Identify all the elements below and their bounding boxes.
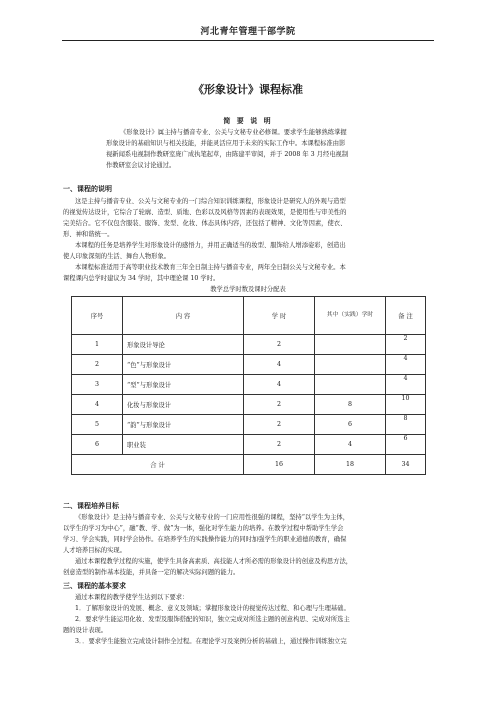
body-line: 这是主持与播音专业、公关与文秘专业的一门综合知识训练课程，形象设计是研究人的外观与造型 (75, 198, 346, 205)
intro-line: 视新闻系电视制作教研室庞广成执笔起草，由陈建平审阅，并于 2008 年 3 月经电视制 (106, 151, 349, 158)
total-hours: 16 (244, 455, 315, 475)
body-line: 本课程标准适用于高等职业技术教育三年全日制主持与播音专业，两年全日制公关与文秘专业。本 (75, 264, 346, 271)
cell-no: 2 (72, 355, 123, 375)
body-line: 课程课内总学时建议为 34 学时，其中理论课 10 学时。 (63, 275, 220, 282)
header-rule (62, 40, 434, 41)
cell-hours: 2 (244, 415, 315, 435)
cell-practice: 4 (315, 435, 386, 455)
body-line: 完美结合。它不仅包含服装、服饰、发型、化妆、体态具体内容，还包括了精神、文化等因素，使衣、 (63, 220, 347, 227)
cell-content: 化妆与形象设计 (123, 395, 244, 415)
cell-no: 4 (72, 395, 123, 415)
cell-hours: 4 (244, 375, 315, 395)
section-heading: 三、课程的基本要求 (63, 581, 126, 590)
cell-note: 4 (386, 375, 426, 395)
table-row (72, 395, 426, 415)
cell-no: 5 (72, 415, 123, 435)
body-line: 1．了解形象设计的发展、概念、意义及领域；掌握形象设计的视觉传达过程、和心理与生理基础。 (75, 605, 350, 612)
section-subtitle: 简 要 说 明 (223, 116, 273, 125)
col-header-practice: 其中（实践）学时 (315, 297, 386, 335)
table-row (72, 335, 426, 355)
cell-content: “韵”与形象设计 (123, 415, 244, 435)
col-header-no: 序号 (72, 297, 123, 335)
cell-note: 6 (386, 435, 426, 455)
cell-content: “色”与形象设计 (123, 355, 244, 375)
page-header-org: 河北青年管理干部学院 (200, 27, 296, 37)
section-heading: 一、课程的说明 (63, 184, 112, 193)
cell-practice (315, 375, 386, 395)
body-line: 题的设计表现。 (63, 627, 108, 634)
cell-practice: 6 (315, 415, 386, 435)
col-header-hours: 学 时 (244, 297, 315, 335)
cell-practice (315, 355, 386, 375)
body-line: 通过本课程的教学使学生达到以下要求： (75, 594, 189, 601)
table-row (72, 375, 426, 395)
cell-no: 3 (72, 375, 123, 395)
table-row (72, 435, 426, 455)
body-line: 通过本课程教学过程的实施，使学生具备高素质、高技能人才所必需的形象设计的创意及构思方法， (75, 558, 353, 565)
cell-hours: 2 (244, 335, 315, 355)
col-header-content: 内 容 (123, 297, 244, 335)
body-line: 创意造型的制作基本技能，并具备一定的解决实际问题的能力。 (63, 569, 240, 576)
table-total-row (72, 455, 426, 475)
table-caption: 教学总学时数及课时分配表 (210, 286, 286, 293)
col-header-note: 备 注 (386, 297, 426, 335)
cell-hours: 2 (244, 395, 315, 415)
table-header-row (72, 297, 426, 335)
body-line: 学习、学会实践，同时学会协作。在培养学生的实践操作能力的同时加强学生的职业道德的教育，确保 (63, 536, 347, 543)
cell-content: 职业装 (123, 435, 244, 455)
body-line: 形、神和谐统一。 (63, 231, 114, 238)
cell-note: 4 (386, 355, 426, 375)
cell-no: 6 (72, 435, 123, 455)
total-practice: 18 (315, 455, 386, 475)
cell-practice (315, 335, 386, 355)
body-line: 以学生的学习为中心”，融“教、学、做”为一体，强化对学生能力的培养。在教学过程中帮助学生学会 (63, 525, 344, 532)
intro-line: 形象设计的基础知识与相关技能，并能灵活应用于未来的实际工作中。本课程标准由影 (106, 140, 346, 147)
table-row (72, 415, 426, 435)
cell-content: 形象设计导论 (123, 335, 244, 355)
cell-hours: 4 (244, 355, 315, 375)
total-note: 34 (386, 455, 426, 475)
body-line: 的视觉传达设计，它综合了轮廓、造型、质地、色彩以及风格等因素的表现效果，是使用性与审美性的 (63, 209, 347, 216)
body-line: 使人印象深刻的生活、舞台人物形象。 (63, 253, 171, 260)
cell-hours: 2 (244, 435, 315, 455)
cell-practice: 8 (315, 395, 386, 415)
cell-content: “型”与形象设计 (123, 375, 244, 395)
body-line: 3．．要求学生能独立完成设计制作全过程。在理论学习及案例分析的基础上，通过操作训练独立完 (75, 638, 347, 645)
cell-note: 10 (386, 395, 426, 415)
table-row (72, 355, 426, 375)
cell-no: 1 (72, 335, 123, 355)
body-line: 本课程的任务是培养学生对形象设计的感悟力，并用正确适当的妆型、服饰给人增添姿彩，创造出 (75, 242, 346, 249)
intro-line: 作教研室会议讨论通过。 (106, 162, 176, 169)
intro-line: 《形象设计》属主持与播音专业、公关与文秘专业必修课。要求学生能够熟练掌握 (120, 129, 347, 136)
body-line: 人才培养目标的实现。 (63, 547, 126, 554)
body-line: 2．要求学生能运用化妆、发型及服饰搭配的知识，独立完成对所选主题的创意构思、完成对所选主 (75, 616, 350, 623)
body-line: 《形象设计》是主持与播音专业、公关与文秘专业的一门应用性很强的课程，坚持“以学生为主体， (75, 514, 349, 521)
page-title: 《形象设计》课程标准 (193, 83, 303, 96)
cell-note: 2 (386, 335, 426, 355)
hours-table (71, 296, 426, 475)
total-label: 合 计 (72, 455, 244, 475)
cell-note: 8 (386, 415, 426, 435)
section-heading: 二、课程培养目标 (63, 501, 119, 510)
